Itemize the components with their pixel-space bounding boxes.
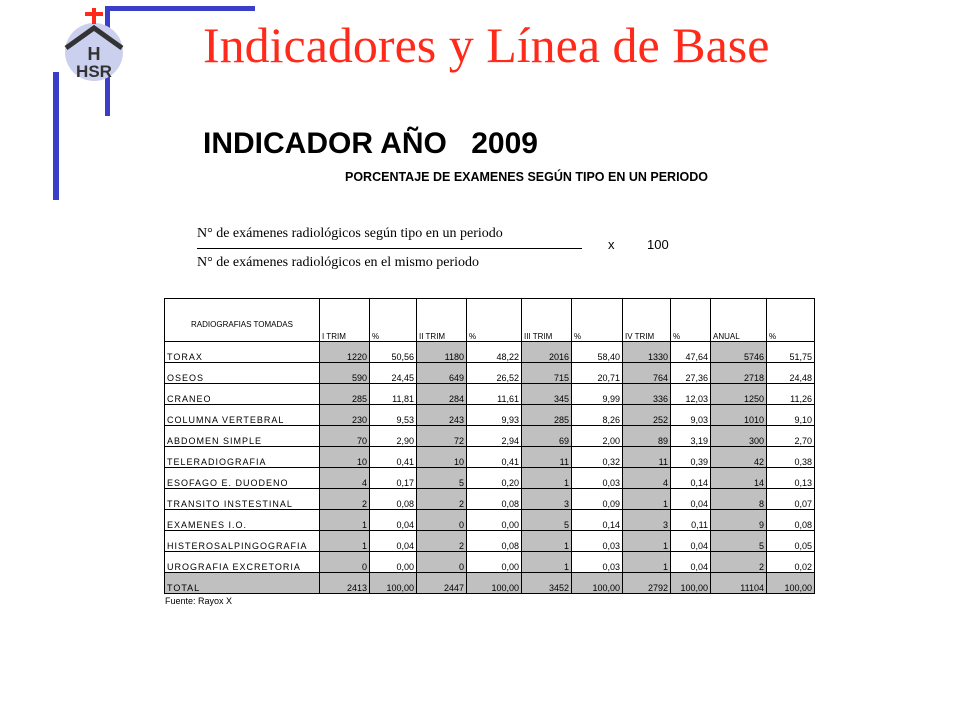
table-cell: 0,08 (767, 510, 815, 531)
table-row-label: TORAX (165, 342, 320, 363)
table-cell: 2 (417, 489, 467, 510)
table-cell: 10 (417, 447, 467, 468)
table-cell: 0,02 (767, 552, 815, 573)
table-header-cell: % (572, 299, 623, 342)
table-cell: 9 (711, 510, 767, 531)
table-cell: 42 (711, 447, 767, 468)
table-cell: 0,20 (467, 468, 522, 489)
table-cell: 14 (711, 468, 767, 489)
table-cell: 1 (522, 552, 572, 573)
table-header-cell: III TRIM (522, 299, 572, 342)
table-cell: 0,08 (467, 489, 522, 510)
table-row-label: ESOFAGO E. DUODENO (165, 468, 320, 489)
formula (197, 226, 582, 271)
formula-times: x (608, 237, 615, 252)
table-cell: 1 (320, 531, 370, 552)
table-cell: 2 (711, 552, 767, 573)
table-cell: 1 (522, 468, 572, 489)
decorative-bar-left (53, 72, 59, 200)
table-cell: 4 (320, 468, 370, 489)
table-cell: 2,94 (467, 426, 522, 447)
table-cell: 1250 (711, 384, 767, 405)
table-cell: 0,41 (370, 447, 417, 468)
table-cell: 9,03 (671, 405, 711, 426)
table-cell: 0,13 (767, 468, 815, 489)
table-cell: 1 (320, 510, 370, 531)
table-cell: 590 (320, 363, 370, 384)
table-cell: 27,36 (671, 363, 711, 384)
table-row (165, 384, 815, 405)
table-cell: 243 (417, 405, 467, 426)
table-cell: 2792 (623, 573, 671, 594)
table-cell: 11,81 (370, 384, 417, 405)
table-cell: 764 (623, 363, 671, 384)
table-cell: 24,45 (370, 363, 417, 384)
table-cell: 3 (623, 510, 671, 531)
table-cell: 1220 (320, 342, 370, 363)
table-cell: 300 (711, 426, 767, 447)
table-cell: 649 (417, 363, 467, 384)
table-header-cell: RADIOGRAFIAS TOMADAS (165, 299, 320, 342)
table-header-cell: II TRIM (417, 299, 467, 342)
table-row-label: CRANEO (165, 384, 320, 405)
table-cell: 4 (623, 468, 671, 489)
table-cell: 0,00 (467, 552, 522, 573)
table-cell: 20,71 (572, 363, 623, 384)
table-cell: 0,03 (572, 531, 623, 552)
table-cell: 11 (623, 447, 671, 468)
table-cell: 0,00 (370, 552, 417, 573)
table-cell: 3,19 (671, 426, 711, 447)
table-header-cell: IV TRIM (623, 299, 671, 342)
table-header-cell: % (467, 299, 522, 342)
table-cell: 26,52 (467, 363, 522, 384)
table-header-cell: % (767, 299, 815, 342)
table-cell: 8 (711, 489, 767, 510)
table-row-label: UROGRAFIA EXCRETORIA (165, 552, 320, 573)
table-row-label: TRANSITO INSTESTINAL (165, 489, 320, 510)
table-cell: 70 (320, 426, 370, 447)
formula-numerator: N° de exámenes radiológicos según tipo en un periodo (197, 226, 582, 249)
table-cell: 2 (417, 531, 467, 552)
table-cell: 1010 (711, 405, 767, 426)
table-row-label: HISTEROSALPINGOGRAFIA (165, 531, 320, 552)
table-cell: 8,26 (572, 405, 623, 426)
table-row (165, 510, 815, 531)
table-cell: 0 (320, 552, 370, 573)
table-cell: 0,41 (467, 447, 522, 468)
table-cell: 0,04 (370, 510, 417, 531)
table-row (165, 531, 815, 552)
table-cell: 2447 (417, 573, 467, 594)
table-cell: 285 (320, 384, 370, 405)
table-cell: 48,22 (467, 342, 522, 363)
table-header-cell: ANUAL (711, 299, 767, 342)
table-header-row (165, 299, 815, 342)
table-row-label: OSEOS (165, 363, 320, 384)
table-cell: 100,00 (370, 573, 417, 594)
table-cell: 3452 (522, 573, 572, 594)
table-row-label: EXAMENES I.O. (165, 510, 320, 531)
table-cell: 345 (522, 384, 572, 405)
table-cell: 0,17 (370, 468, 417, 489)
table-cell: 0,08 (370, 489, 417, 510)
table-row (165, 405, 815, 426)
table-row-label: COLUMNA VERTEBRAL (165, 405, 320, 426)
table-cell: 2,00 (572, 426, 623, 447)
table-cell: 89 (623, 426, 671, 447)
table-caption: PORCENTAJE DE EXAMENES SEGÚN TIPO EN UN PERIODO (345, 170, 709, 184)
table-cell: 5 (522, 510, 572, 531)
table-cell: 1 (623, 489, 671, 510)
table-cell: 100,00 (572, 573, 623, 594)
table-row-label: ABDOMEN SIMPLE (165, 426, 320, 447)
table-cell: 100,00 (767, 573, 815, 594)
table-cell: 1 (522, 531, 572, 552)
table-cell: 715 (522, 363, 572, 384)
table-cell: 0,08 (467, 531, 522, 552)
table-cell: 10 (320, 447, 370, 468)
table-header-cell: % (671, 299, 711, 342)
table-cell: 2016 (522, 342, 572, 363)
table-cell: 1180 (417, 342, 467, 363)
table-cell: 12,03 (671, 384, 711, 405)
table-row-label: TOTAL (165, 573, 320, 594)
table-cell: 5 (417, 468, 467, 489)
table-cell: 0,32 (572, 447, 623, 468)
table-total-row (165, 573, 815, 594)
table-row (165, 468, 815, 489)
table-cell: 0,11 (671, 510, 711, 531)
table-cell: 2,70 (767, 426, 815, 447)
formula-factor: 100 (647, 237, 669, 252)
table-cell: 100,00 (467, 573, 522, 594)
radiography-table (164, 298, 815, 594)
table-row (165, 426, 815, 447)
indicator-year: 2009 (471, 127, 538, 160)
table-row (165, 552, 815, 573)
indicator-heading (203, 127, 538, 161)
table-cell: 0 (417, 552, 467, 573)
table-cell: 0,03 (572, 552, 623, 573)
table-cell: 11,26 (767, 384, 815, 405)
indicator-label: INDICADOR AÑO (203, 127, 447, 160)
table-cell: 50,56 (370, 342, 417, 363)
table-header-cell: % (370, 299, 417, 342)
table-cell: 230 (320, 405, 370, 426)
table-cell: 11104 (711, 573, 767, 594)
table-cell: 1 (623, 531, 671, 552)
table-cell: 1 (623, 552, 671, 573)
table-cell: 0 (417, 510, 467, 531)
table-cell: 3 (522, 489, 572, 510)
table-row (165, 489, 815, 510)
table-row (165, 447, 815, 468)
table-cell: 285 (522, 405, 572, 426)
table-cell: 0,04 (370, 531, 417, 552)
table-cell: 9,99 (572, 384, 623, 405)
table-cell: 69 (522, 426, 572, 447)
table-cell: 2718 (711, 363, 767, 384)
page-title: Indicadores y Línea de Base (203, 17, 770, 73)
table-cell: 9,53 (370, 405, 417, 426)
table-cell: 0,04 (671, 531, 711, 552)
table-cell: 0,07 (767, 489, 815, 510)
table-cell: 0,14 (572, 510, 623, 531)
svg-text:H: H (87, 44, 101, 64)
table-cell: 252 (623, 405, 671, 426)
table-cell: 2,90 (370, 426, 417, 447)
logo-text: HSR (76, 62, 112, 81)
table-cell: 0,00 (467, 510, 522, 531)
table-cell: 58,40 (572, 342, 623, 363)
table-cell: 47,64 (671, 342, 711, 363)
table-cell: 24,48 (767, 363, 815, 384)
table-row (165, 363, 815, 384)
table-cell: 336 (623, 384, 671, 405)
table-cell: 100,00 (671, 573, 711, 594)
table-header-cell: I TRIM (320, 299, 370, 342)
table-cell: 9,93 (467, 405, 522, 426)
table-cell: 284 (417, 384, 467, 405)
table-cell: 72 (417, 426, 467, 447)
table-cell: 0,05 (767, 531, 815, 552)
table-row (165, 342, 815, 363)
table-cell: 5 (711, 531, 767, 552)
table-cell: 11,61 (467, 384, 522, 405)
table-cell: 51,75 (767, 342, 815, 363)
table-cell: 0,04 (671, 489, 711, 510)
source-note: Fuente: Rayox X (165, 596, 233, 606)
table-cell: 0,38 (767, 447, 815, 468)
table-cell: 0,03 (572, 468, 623, 489)
table-cell: 1330 (623, 342, 671, 363)
table-cell: 9,10 (767, 405, 815, 426)
formula-denominator: N° de exámenes radiológicos en el mismo periodo (197, 255, 480, 270)
table-cell: 2413 (320, 573, 370, 594)
table-cell: 11 (522, 447, 572, 468)
table-cell: 0,14 (671, 468, 711, 489)
hospital-logo-icon (58, 8, 130, 84)
hsr-logo (58, 8, 130, 84)
table-cell: 0,04 (671, 552, 711, 573)
table-row-label: TELERADIOGRAFIA (165, 447, 320, 468)
table-cell: 5746 (711, 342, 767, 363)
table-cell: 2 (320, 489, 370, 510)
table-cell: 0,09 (572, 489, 623, 510)
table-cell: 0,39 (671, 447, 711, 468)
